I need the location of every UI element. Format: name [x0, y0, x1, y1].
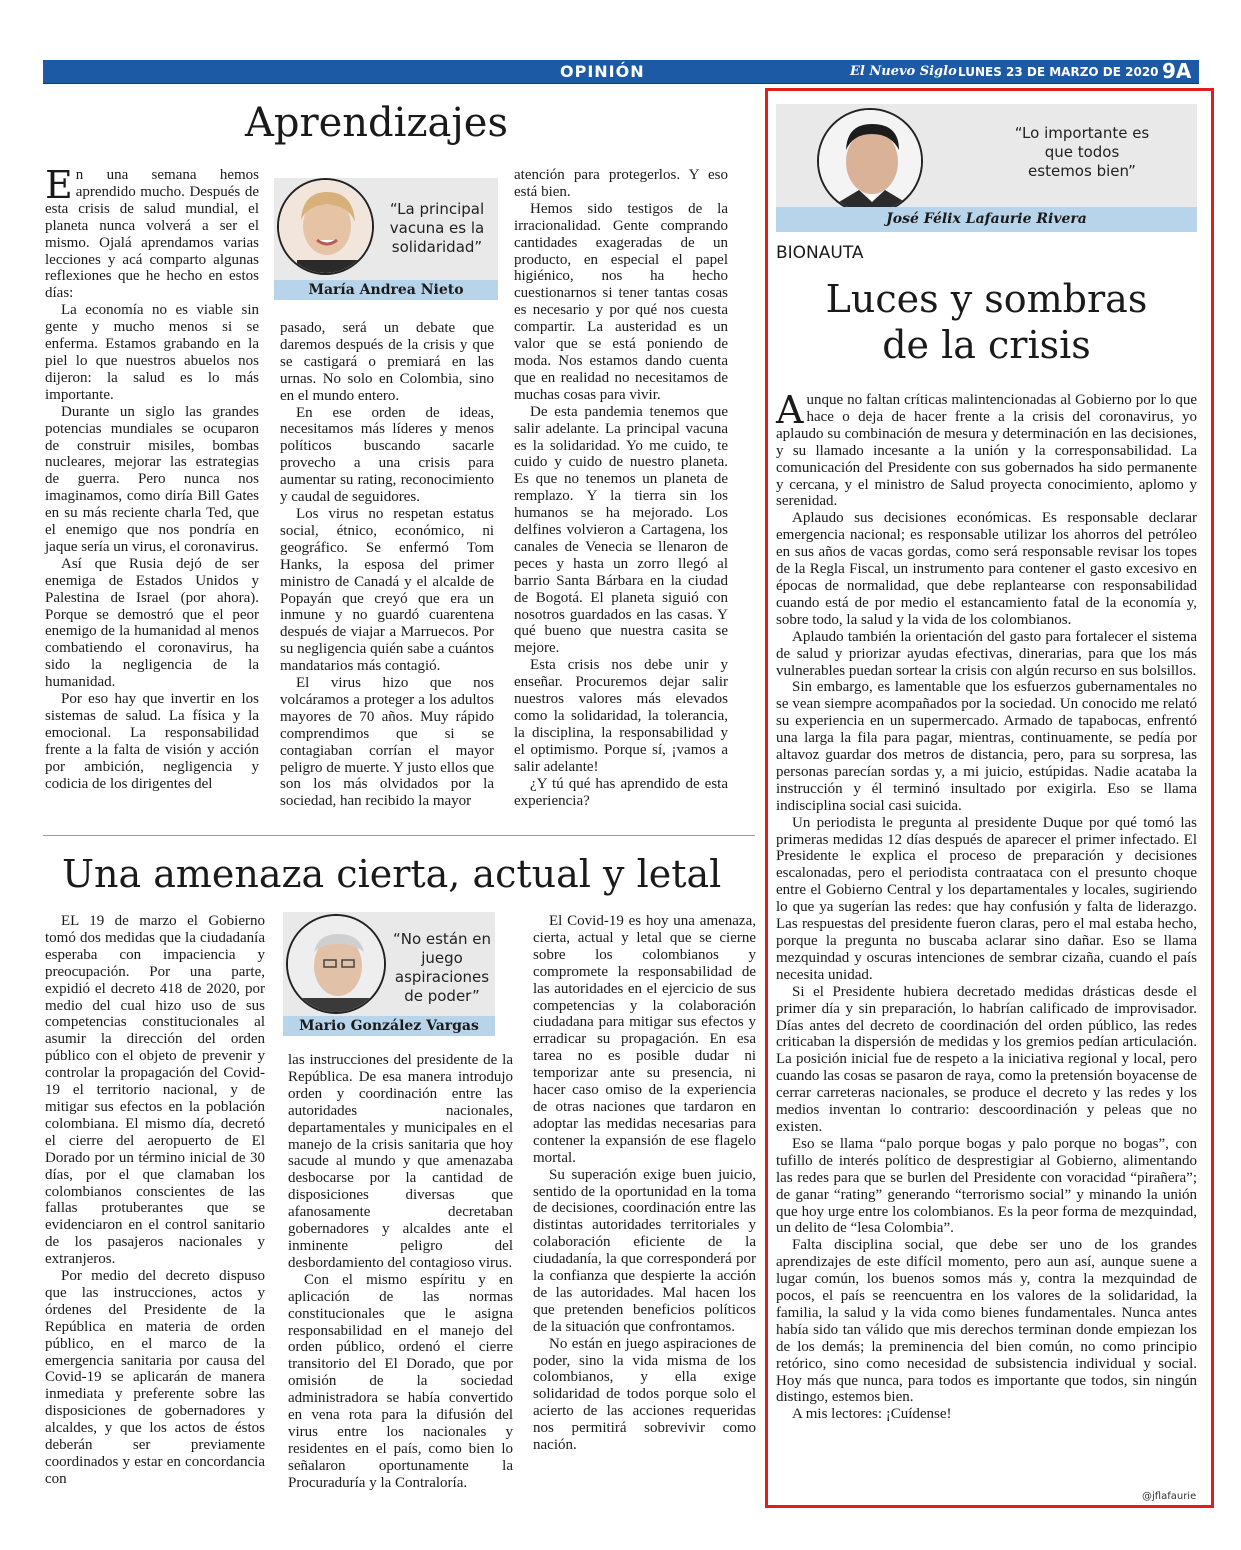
author-name: Mario González Vargas: [283, 1016, 495, 1036]
section-divider: [43, 835, 755, 836]
author-name: José Félix Lafaurie Rivera: [776, 207, 1197, 232]
paragraph: Falta disciplina social, que debe ser uno de los grandes aprendizajes de este difícil momento, pero aun así, aunque suene a lugar común, los buenos somos más y, contra la mezquindad de pocos, el país se reencuentra en los valores de la solidaridad, la familia, la salud y la vida como bienes fundamentales. Nunca antes había sido tan válido que mis derechos terminan donde empiezan los de los demás; la preminencia del bien común, no como principio retórico, sino como necesidad de subsistencia individual y social. Hoy más que nunca, para todos es importante que todos, sin ningún distingo, estemos bien.: [776, 1237, 1197, 1406]
author-photo: [817, 108, 923, 214]
article-column: [533, 913, 756, 1454]
portrait-icon: [279, 180, 374, 275]
paragraph: En ese orden de ideas, necesitamos más líderes y menos políticos buscando sacarle provecho a una crisis para aumentar su rating, reconocimiento y caudal de seguidores.: [280, 404, 494, 506]
paragraph: No están en juego aspiraciones de poder, sino la vida misma de los colombianos, y ella exige solidaridad de todos porque solo el acierto de las acciones requeridas nos permitirá sobrevivir como nación.: [533, 1335, 756, 1454]
paragraph: A mis lectores: ¡Cuídense!: [792, 1406, 952, 1423]
section-name: OPINIÓN: [560, 62, 645, 81]
issue-date: LUNES 23 DE MARZO DE 2020: [958, 65, 1159, 79]
paragraph: De esta pandemia tenemos que salir adelante. La principal vacuna es la solidaridad. Yo me cuido, te cuido y cuido de nuestro planeta. Es que no tenemos un planeta de remplazo. Y la tierra sin los humanos se ha mejorado. Los delfines volvieron a Cartagena, los canales de Venecia se llenaron de peces y hasta un zorro llegó al barrio Santa Bárbara en la ciudad de Bogotá. El planeta siguió con nosotros guardados en las casas. Y qué bueno que nuestra casita se mejore.: [514, 403, 728, 657]
drop-cap: A: [776, 388, 804, 432]
paragraph: EL 19 de marzo el Gobierno tomó dos medidas que la ciudadanía esperaba con impaciencia y preocupación. Por una parte, expidió el decreto 418 de 2020, por medio del cual hizo uso de sus competencias constitucionales al asumir la dirección del orden público con el objeto de prevenir y controlar la propagación del Covid-19 el territorio nacional, y de mitigar sus efectos en la población colombiana. El mismo día, decretó el cierre del aeropuerto de El Dorado por un término inicial de 30 días, por el que clamaban los colombianos conscientes de las fallas protuberantes que se evidenciaron en el control sanitario de los pasajeros nacionales y extranjeros.: [45, 913, 265, 1268]
title-line: de la crisis: [882, 323, 1091, 367]
portrait-icon: [288, 916, 386, 1014]
masthead: El Nuevo Siglo: [850, 64, 957, 79]
paragraph: unque no faltan críticas malintencionadas al Gobierno por lo que hace o deja de hacer frente a la crisis del coronavirus, yo aplaudo su combinación de mesura y determinación en las decisiones, y su llamado incesante a la unión y la corresponsabilidad. La comunicación del Presidente con sus gobernados ha sido permanente y cercana, y el ministro de Salud proyecta conocimiento, aplomo y serenidad.: [776, 392, 1197, 510]
paragraph: Hemos sido testigos de la irracionalidad. Gente comprando cantidades exageradas de un producto, en especial el papel higiénico, nos ha hecho cuestionarnos si tener tantas cosas es necesario y por qué nos cuesta compartir. La austeridad es un valor que se está poniendo de moda. Nos estamos dando cuenta que en realidad no necesitamos de muchas cosas para vivir.: [514, 200, 728, 403]
paragraph: n una semana hemos aprendido mucho. Después de esta crisis de salud mundial, el planeta nunca volverá a ser el mismo. Ojalá aprendamos varias lecciones y acá comparto algunas reflexiones que he hecho en estos días:: [45, 167, 259, 302]
paragraph: Por medio del decreto dispuso que las instrucciones, actos y órdenes del Presidente de la República en materia de orden público, en el marco de la emergencia sanitaria por causa del Covid-19 se aplicarán de manera inmediata y preferente sobre las disposiciones de gobernadores y alcaldes, y que los actos de éstos deberán ser previamente coordinados y estar en concordancia con: [45, 1268, 265, 1487]
paragraph: Por eso hay que invertir en los sistemas de salud. La física y la emocional. La responsabilidad frente a la falta de visión y acción por ambición, negligencia y codicia de los dirigentes del: [45, 691, 259, 792]
paragraph: pasado, será un debate que daremos después de la crisis y que se castigará o premiará en las urnas. No solo en Colombia, sino en el mundo entero.: [280, 320, 494, 404]
drop-cap: E: [45, 163, 73, 207]
paragraph: Aplaudo sus decisiones económicas. Es responsable declarar emergencia nacional; es responsable utilizar los ahorros del petróleo en sus años de vacas gordas, como será responsable revisar los topes de la Regla Fiscal, un instrumento para contener el gasto excesivo en épocas de normalidad, que debe replantearse con responsabilidad cuando está de por medio el estancamiento fatal de la economía y, sobre todo, la salud y la vida de los colombianos.: [776, 510, 1197, 628]
page-number: 9A: [1162, 59, 1192, 83]
paragraph: El virus hizo que nos volcáramos a proteger a los adultos mayores de 70 años. Muy rápido comprendimos que si se contagiaban corrían el mayor peligro de muerte. Y justo ellos que son los más olvidados por la sociedad, han recibido la mayor: [280, 675, 494, 810]
pull-quote: “La principal vacuna es la solidaridad”: [389, 200, 485, 256]
column-kicker: BIONAUTA: [776, 243, 864, 263]
paragraph: las instrucciones del presidente de la República. De esa manera introdujo orden y coordinación entre las autoridades nacionales, departamentales y municipales en el manejo de la crisis sanitaria que hoy sacude al mundo y que amenazaba desbocarse por la cantidad de disposiciones diversas que afanosamente decretaban gobernadores y alcaldes ante el inminente peligro del desbordamiento del contagioso virus.: [288, 1052, 513, 1271]
paragraph: Aplaudo también la orientación del gasto para fortalecer el sistema de salud y priorizar ayudas efectivas, dinerarias, para que los más vulnerables puedan sortear la crisis con algún recurso en sus bolsillos.: [776, 628, 1197, 679]
portrait-icon: [819, 110, 923, 214]
article-column: [45, 913, 265, 1488]
article-column: [514, 167, 728, 809]
pull-quote: “Lo importante es que todos estemos bien”: [1014, 124, 1150, 180]
author-name: María Andrea Nieto: [274, 280, 498, 300]
article-column: [288, 1052, 513, 1492]
paragraph: Un periodista le pregunta al presidente Duque por qué tomó las primeras medidas 12 días después de aparecer el primer infectado. El Presidente le explica el proceso de preparación y decisiones escalonadas, pero el periodista contraataca con el presunto choque entre el Gobierno Central y los departamentales y locales, sugiriendo lo que ya sugerían las redes: que hay confusión y falta de liderazgo. Las respuestas del presidente fueron claras, pero el mal estaba hecho, porque la pregunta no buscaba aclarar sino dañar. Eso se llama mezquindad y oscuras intenciones de sembrar cizaña, cuando el país necesita unidad.: [776, 814, 1197, 983]
paragraph: Su superación exige buen juicio, sentido de la oportunidad en la toma de decisiones, coordinación entre las distintas autoridades territoriales y colaboración eficiente de la ciudadanía, la que corresponderá por la confianza que despierte la acción de las autoridades. Mal hacen los que pretenden beneficios políticos de la situación que confrontamos.: [533, 1166, 756, 1335]
paragraph: atención para protegerlos. Y eso está bien.: [514, 167, 728, 200]
title-line: Luces y sombras: [825, 277, 1148, 321]
author-photo: [277, 178, 374, 275]
article-title: Aprendizajes: [245, 100, 508, 146]
paragraph: Durante un siglo las grandes potencias mundiales se ocuparon de construir misiles, bombas nucleares, mejorar las estrategias de guerra. Pero nunca nos imaginamos, como diría Bill Gates en su más reciente charla Ted, que el enemigo que nos pondría en jaque sería un virus, el coronavirus.: [45, 403, 259, 555]
paragraph: Sin embargo, es lamentable que los esfuerzos gubernamentales no se vean siempre acompañados por la sociedad. Un conocido me relató su experiencia en un supermercado. Armado de tapabocas, enfrentó una larga la fila para pagar, mientras, continuamente, se pedía por altavoz guardar dos metros de distancia, pero, para su sorpresa, las personas parecían sordas y, a mi juicio, estúpidas. Nadie acataba la instrucción y él terminó insultado por exigirla. Eso se llama indisciplina social casi suicida.: [776, 679, 1197, 814]
paragraph: El Covid-19 es hoy una amenaza, cierta, actual y letal que se cierne sobre los colombianos y compromete la responsabilidad de las autoridades en el ejercicio de sus competencias y la colaboración ciudadana para mitigar sus efectos y erradicar su propagación. En esa tarea no es posible dudar ni temporizar ante su presencia, ni hacer caso omiso de la experiencia de otras naciones que tardaron en adoptar las medidas necesarias para contener la expansión de ese flagelo mortal.: [533, 913, 756, 1166]
paragraph: ¿Y tú qué has aprendido de esta experiencia?: [514, 775, 728, 809]
paragraph: La economía no es viable sin gente y mucho menos si se enferma. Estamos grabando en la piel lo que nuestros abuelos nos dijeron: la salud es lo más importante.: [45, 302, 259, 403]
article-title: Una amenaza cierta, actual y letal: [62, 852, 722, 896]
paragraph: Con el mismo espíritu y en aplicación de las normas constitucionales que le asigna responsabilidad en el manejo del orden público, ordenó el cierre transitorio del El Dorado, que por omisión de la sociedad administradora se había convertido en vena rota para la difusión del virus entre los nacionales y residentes en el país, como bien lo señalaron oportunamente la Procuraduría y la Contraloría.: [288, 1271, 513, 1491]
paragraph: Eso se llama “palo porque bogas y palo porque no bogas”, con tufillo de interés político de desprestigiar al Gobierno, alimentando las redes para que se burlen del Presidente con voracidad “pirañera”; de ganar “rating” generando “terrorismo social” y minando la unión que hoy urge entre los colombianos. Es la peor forma de mezquindad, un delito de “lesa Colombia”.: [776, 1135, 1197, 1237]
article-column: [280, 320, 494, 810]
pull-quote: “No están en juego aspiraciones de poder”: [392, 930, 492, 1005]
article-column: [45, 163, 259, 793]
paragraph: Si el Presidente hubiera decretado medidas drásticas desde el primer día y sin preparación, lo habrían calificado de improvisador. Días antes del decreto de coordinación del orden público, las redes criticaban la dispersión de medidas y los gremios pedían articulación. La posición inicial fue de respeto a la iniciativa regional y local, pero cuando las cosas se pasaron de raya, como la pretensión boyacense de cerrar carreteras nacionales, se produce el decreto y las redes y los medios inventan lo contrario: descoordinación y peleas que no existen.: [776, 983, 1197, 1135]
article-title: [776, 276, 1197, 368]
author-photo: [286, 914, 386, 1014]
paragraph: Así que Rusia dejó de ser enemiga de Estados Unidos y Palestina de Israel (por ahora). Porque se demostró que el peor enemigo de la humanidad al menos combatiendo el coronavirus, ha sido la negligencia de la humanidad.: [45, 555, 259, 691]
paragraph: Esta crisis nos debe unir y enseñar. Procuremos dejar salir nuestros valores más elevados como la solidaridad, la tolerancia, la disciplina, la responsabilidad y el optimismo. Porque sí, ¡vamos a salir adelante!: [514, 657, 728, 775]
article-body: [776, 388, 1197, 1423]
paragraph: Los virus no respetan estatus social, étnico, económico, ni geográfico. Se enfermó Tom Hanks, la esposa del primer ministro de Canadá y el alcalde de Popayán que creyó que era un inmune y no guardó cuarentena después de viajar a Marruecos. Por su negligencia quién sabe a cuántos mandatarios más contagió.: [280, 505, 494, 675]
author-handle: @jflafaurie: [1142, 1491, 1197, 1502]
